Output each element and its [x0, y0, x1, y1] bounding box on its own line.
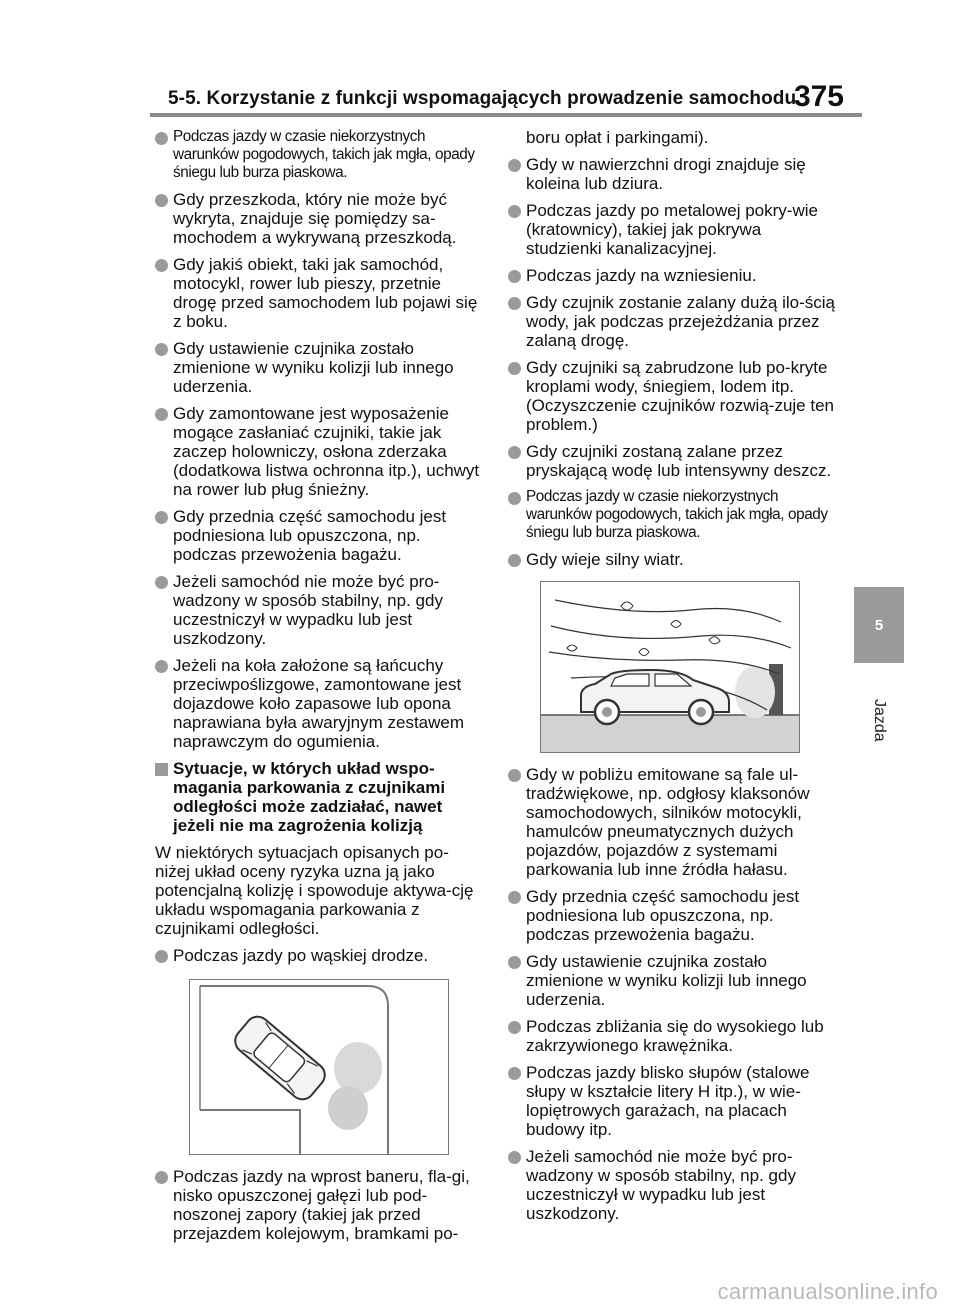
- bullet-icon: [508, 769, 521, 782]
- chapter-tab-number: 5: [874, 616, 884, 634]
- bullet-icon: [508, 1067, 521, 1080]
- header-rule: [150, 113, 862, 117]
- list-item: Podczas jazdy w czasie niekorzystnych warunków pogodowych, takich jak mgła, opady śniegu lub burza piaskowa.: [508, 488, 840, 542]
- list-item: Podczas jazdy w czasie niekorzystnych warunków pogodowych, takich jak mgła, opady śniegu lub burza piaskowa.: [155, 128, 481, 182]
- list-item: Gdy jakiś obiekt, taki jak samochód, motocykl, rower lub pieszy, przetnie drogę przed samochodem lub pojawi się z boku.: [155, 255, 481, 331]
- bullet-icon: [155, 660, 168, 673]
- list-item: Jeżeli na koła założone są łańcuchy przeciwpoślizgowe, zamontowane jest dojazdowe koło zapasowe lub opona naprawiana była awaryjnym zestawem naprawczym do ogumienia.: [155, 656, 481, 751]
- list-item: Podczas jazdy po wąskiej drodze.: [155, 946, 481, 965]
- bullet-icon: [155, 259, 168, 272]
- square-bullet-icon: [155, 763, 168, 776]
- bullet-icon: [508, 956, 521, 969]
- bullet-icon: [155, 132, 168, 145]
- bullet-icon: [508, 1021, 521, 1034]
- bullet-icon: [508, 446, 521, 459]
- list-item: Gdy przednia część samochodu jest podniesiona lub opuszczona, np. podczas przewożenia bagażu.: [508, 887, 840, 944]
- bullet-icon: [155, 511, 168, 524]
- list-item: Gdy ustawienie czujnika zostało zmienione w wyniku kolizji lub innego uderzenia.: [155, 339, 481, 396]
- bullet-icon: [155, 408, 168, 421]
- page-header: [150, 78, 862, 118]
- watermark: carmanualsonline.info: [717, 1279, 938, 1304]
- list-item: Gdy wieje silny wiatr.: [508, 550, 840, 569]
- bullet-icon: [508, 297, 521, 310]
- list-item: Gdy przeszkoda, który nie może być wykryta, znajduje się pomiędzy sa-mochodem a wykrywaną przeszkodą.: [155, 190, 481, 247]
- list-item: Gdy ustawienie czujnika zostało zmienione w wyniku kolizji lub innego uderzenia.: [508, 952, 840, 1009]
- bullet-icon: [155, 194, 168, 207]
- list-item: Gdy czujniki zostaną zalane przez pryskającą wodę lub intensywny deszcz.: [508, 442, 840, 480]
- list-item: Gdy zamontowane jest wyposażenie mogące zasłaniać czujniki, takie jak zaczep holowniczy, osłona zderzaka (dodatkowa listwa ochronna itp.), uchwyt na rower lub pług śnieżny.: [155, 404, 481, 499]
- left-column: [155, 128, 481, 1251]
- bullet-icon: [155, 343, 168, 356]
- bullet-icon: [155, 1171, 168, 1184]
- list-item-continuation: boru opłat i parkingami).: [526, 128, 709, 147]
- bullet-icon: [155, 950, 168, 963]
- bullet-icon: [508, 554, 521, 567]
- bullet-icon: [508, 492, 521, 505]
- right-column: [508, 128, 840, 1231]
- bullet-icon: [508, 159, 521, 172]
- list-item: Podczas jazdy blisko słupów (stalowe słupy w kształcie litery H itp.), w wie-lopiętrowych garażach, na placach budowy itp.: [508, 1063, 840, 1139]
- list-item: Podczas zbliżania się do wysokiego lub zakrzywionego krawężnika.: [508, 1017, 840, 1055]
- section-heading: Sytuacje, w których układ wspo-magania parkowania z czujnikami odległości może zadziałać, nawet jeżeli nie ma zagrożenia kolizją: [155, 759, 481, 835]
- bullet-icon: [155, 576, 168, 589]
- list-item: Gdy czujniki są zabrudzone lub po-kryte kroplami wody, śniegiem, lodem itp. (Oczyszczenie czujników rozwią-zuje ten problem.): [508, 358, 840, 434]
- strong-wind-illustration: [540, 581, 800, 753]
- list-item: Jeżeli samochód nie może być pro-wadzony w sposób stabilny, np. gdy uczestniczył w wypadku lub jest uszkodzony.: [155, 572, 481, 648]
- bullet-icon: [508, 891, 521, 904]
- chapter-tab[interactable]: [854, 587, 904, 663]
- section-paragraph: W niektórych sytuacjach opisanych po-niżej układ oceny ryzyka uzna ją jako potencjalną kolizję i spowoduje aktywa-cję układu wspomagania parkowania z czujnikami odległości.: [155, 843, 474, 938]
- list-item: Gdy w pobliżu emitowane są fale ul-tradźwiękowe, np. odgłosy klaksonów samochodowych, silników motocykli, hamulców pneumatycznych dużych pojazdów, pojazdów z systemami parkowania lub inne źródła hałasu.: [508, 765, 840, 879]
- list-item: Podczas jazdy na wzniesieniu.: [508, 266, 840, 285]
- list-item: Gdy przednia część samochodu jest podniesiona lub opuszczona, np. podczas przewożenia bagażu.: [155, 507, 481, 564]
- chapter-title: 5-5. Korzystanie z funkcji wspomagających prowadzenie samochodu: [168, 88, 797, 109]
- list-item: Podczas jazdy po metalowej pokry-wie (kratownicy), takiej jak pokrywa studzienki kanalizacyjnej.: [508, 201, 840, 258]
- list-item: Jeżeli samochód nie może być pro-wadzony w sposób stabilny, np. gdy uczestniczył w wypadku lub jest uszkodzony.: [508, 1147, 840, 1223]
- narrow-road-illustration: [189, 979, 449, 1155]
- list-item: Podczas jazdy na wprost baneru, fla-gi, nisko opuszczonej gałęzi lub pod-noszonej zapory (takiej jak przed przejazdem kolejowym, bramkami po-: [155, 1167, 481, 1243]
- bullet-icon: [508, 1151, 521, 1164]
- list-item: Gdy w nawierzchni drogi znajduje się koleina lub dziura.: [508, 155, 840, 193]
- list-item: Gdy czujnik zostanie zalany dużą ilo-ścią wody, jak podczas przejeżdżania przez zalaną drogę.: [508, 293, 840, 350]
- bullet-icon: [508, 270, 521, 283]
- bullet-icon: [508, 205, 521, 218]
- page-number: 375: [793, 80, 844, 113]
- chapter-tab-label: Jazda: [871, 698, 888, 742]
- bullet-icon: [508, 362, 521, 375]
